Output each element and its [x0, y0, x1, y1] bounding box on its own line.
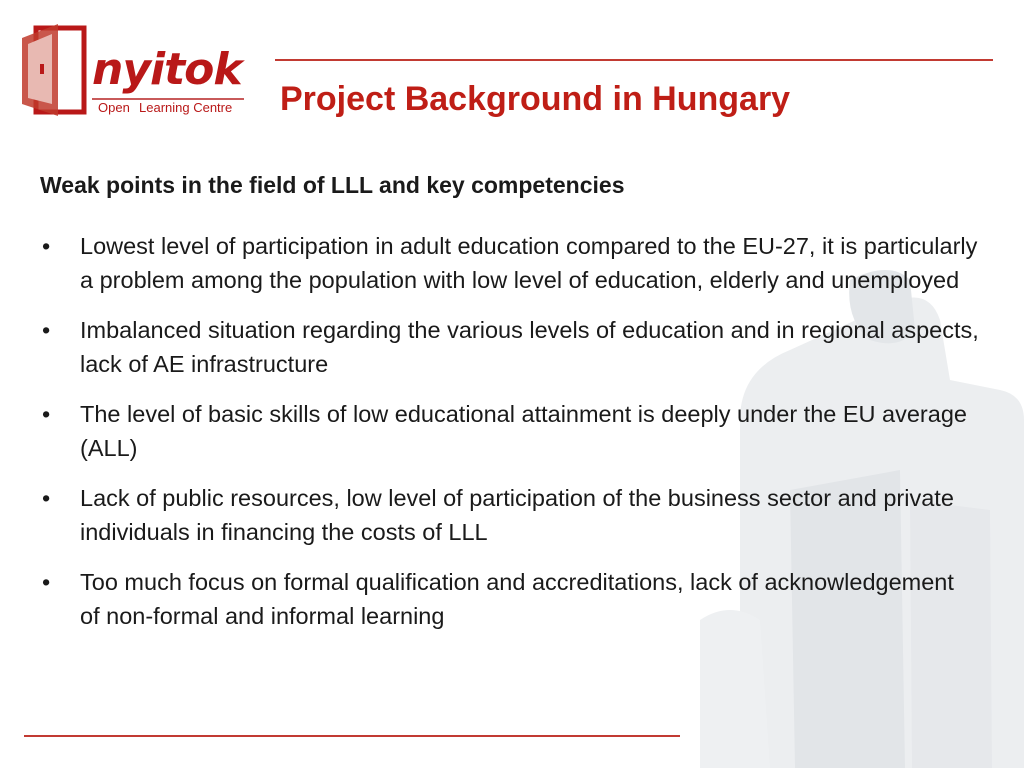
slide-title: Project Background in Hungary — [280, 80, 791, 118]
bullet-item — [40, 397, 980, 465]
logo-learning-centre-text: Learning Centre — [139, 100, 233, 115]
top-divider — [275, 59, 993, 61]
bullet-text: Imbalanced situation regarding the various levels of education and in regional aspects, lack of AE infrastructure — [80, 317, 979, 377]
section-heading: Weak points in the field of LLL and key competencies — [40, 172, 625, 198]
bottom-divider — [24, 735, 680, 737]
bullet-glyph: • — [42, 233, 51, 259]
door-logo-icon — [14, 20, 94, 120]
bullet-text: The level of basic skills of low educational attainment is deeply under the EU average (ALL) — [80, 401, 967, 461]
bullet-glyph: • — [42, 485, 51, 511]
logo-wordmark: nyitok — [92, 44, 242, 95]
bullet-glyph: • — [42, 569, 51, 595]
bullet-item — [40, 313, 980, 381]
nyitok-logo — [14, 20, 244, 120]
bullet-glyph: • — [42, 317, 51, 343]
logo-open-text: Open — [98, 100, 130, 115]
bullet-text: Lack of public resources, low level of participation of the business sector and private individuals in financing the costs of LLL — [80, 485, 954, 545]
bullet-glyph: • — [42, 401, 51, 427]
bullet-list — [40, 229, 980, 649]
bullet-item — [40, 229, 980, 297]
bullet-item — [40, 481, 980, 549]
bullet-text: Lowest level of participation in adult education compared to the EU-27, it is particularly a problem among the population with low level of education, elderly and unemployed — [80, 233, 978, 293]
bullet-item — [40, 565, 980, 633]
bullet-text: Too much focus on formal qualification and accreditations, lack of acknowledgement of non-formal and informal learning — [80, 569, 954, 629]
